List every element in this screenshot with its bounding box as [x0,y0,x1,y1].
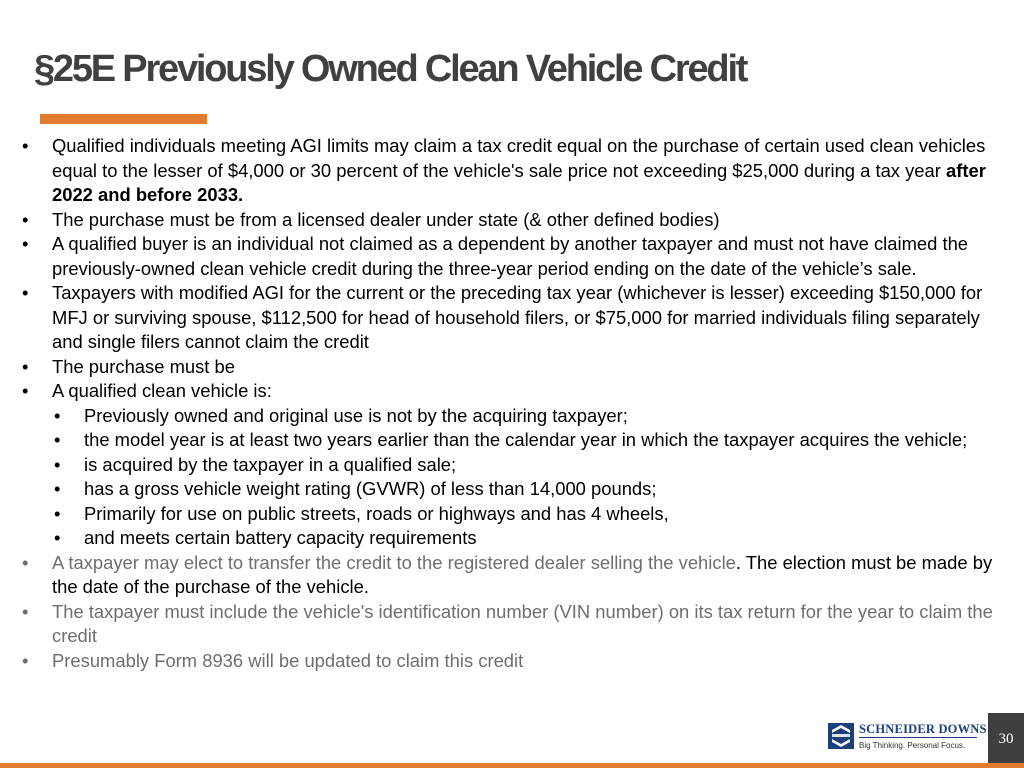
list-item [20,134,1005,208]
bullet-text: Primarily for use on public streets, roads or highways and has 4 wheels, [84,502,669,524]
bullet-bold-text: after 2022 and before 2033. [52,159,986,205]
list-item [20,600,1005,649]
sub-list-item [20,502,1005,527]
logo-divider [859,737,977,738]
bullet-text: A qualified clean vehicle is: [52,380,272,401]
bullet-list [20,134,1005,673]
list-item [20,355,1005,380]
bullet-text: Taxpayers with modified AGI for the current or the preceding tax year (whichever is lesser) exceeding $150,000 for MFJ or surviving spouse, $112,500 for head of household filers, or $75,000 for married individuals filing separately and single filers cannot claim the credit [52,282,983,352]
sub-list-item [20,404,1005,429]
logo-tagline: Big Thinking. Personal Focus. [859,741,966,750]
sub-list-item [20,453,1005,478]
list-item [20,281,1005,355]
bullet-text: Presumably Form 8936 will be updated to claim this credit [52,649,524,671]
list-item [20,649,1005,674]
logo-name: SCHNEIDER DOWNS [859,722,987,736]
footer-accent-bar [0,763,1024,768]
list-item [20,551,1005,600]
bullet-text: The purchase must be from a licensed dealer under state (& other defined bodies) [52,208,720,230]
bullet-text: A qualified buyer is an individual not claimed as a dependent by another taxpayer and must not have claimed the previously-owned clean vehicle credit during the three-year period ending on the date of the vehicle’s sale. [52,233,969,279]
logo-mark-icon [828,723,854,749]
bullet-text: Qualified individuals meeting AGI limits may claim a tax credit equal on the purchase of certain used clean vehicles equal to the lesser of $4,000 or 30 percent of the vehicle's sale price not exceeding $25,000 during a tax year [52,135,986,181]
bullet-text: A taxpayer may elect to transfer the credit to the registered dealer selling the vehicle [52,551,736,573]
page-number-box [988,713,1024,763]
bullet-text: and meets certain battery capacity requirements [84,527,477,548]
bullet-text: is acquired by the taxpayer in a qualified sale; [84,453,457,475]
list-item [20,379,1005,404]
bullet-text: Previously owned and original use is not by the acquiring taxpayer; [84,404,628,426]
title-accent-bar [40,114,207,124]
slide-title: §25E Previously Owned Clean Vehicle Credit [34,48,747,90]
sub-list-item [20,477,1005,502]
list-item [20,232,1005,281]
page-number: 30 [998,731,1014,747]
bullet-text: has a gross vehicle weight rating (GVWR) of less than 14,000 pounds; [84,478,657,499]
bullet-text: The taxpayer must include the vehicle's identification number (VIN number) on its tax return for the year to claim the credit [52,600,993,646]
sub-list-item [20,428,1005,453]
bullet-text: the model year is at least two years earlier than the calendar year in which the taxpayer acquires the vehicle; [84,429,968,450]
bullet-dark-text: . The election must be made by the date of the purchase of the vehicle. [52,551,993,597]
sub-list-item [20,526,1005,551]
company-logo [828,721,987,753]
list-item [20,208,1005,233]
bullet-text: The purchase must be [52,355,235,377]
